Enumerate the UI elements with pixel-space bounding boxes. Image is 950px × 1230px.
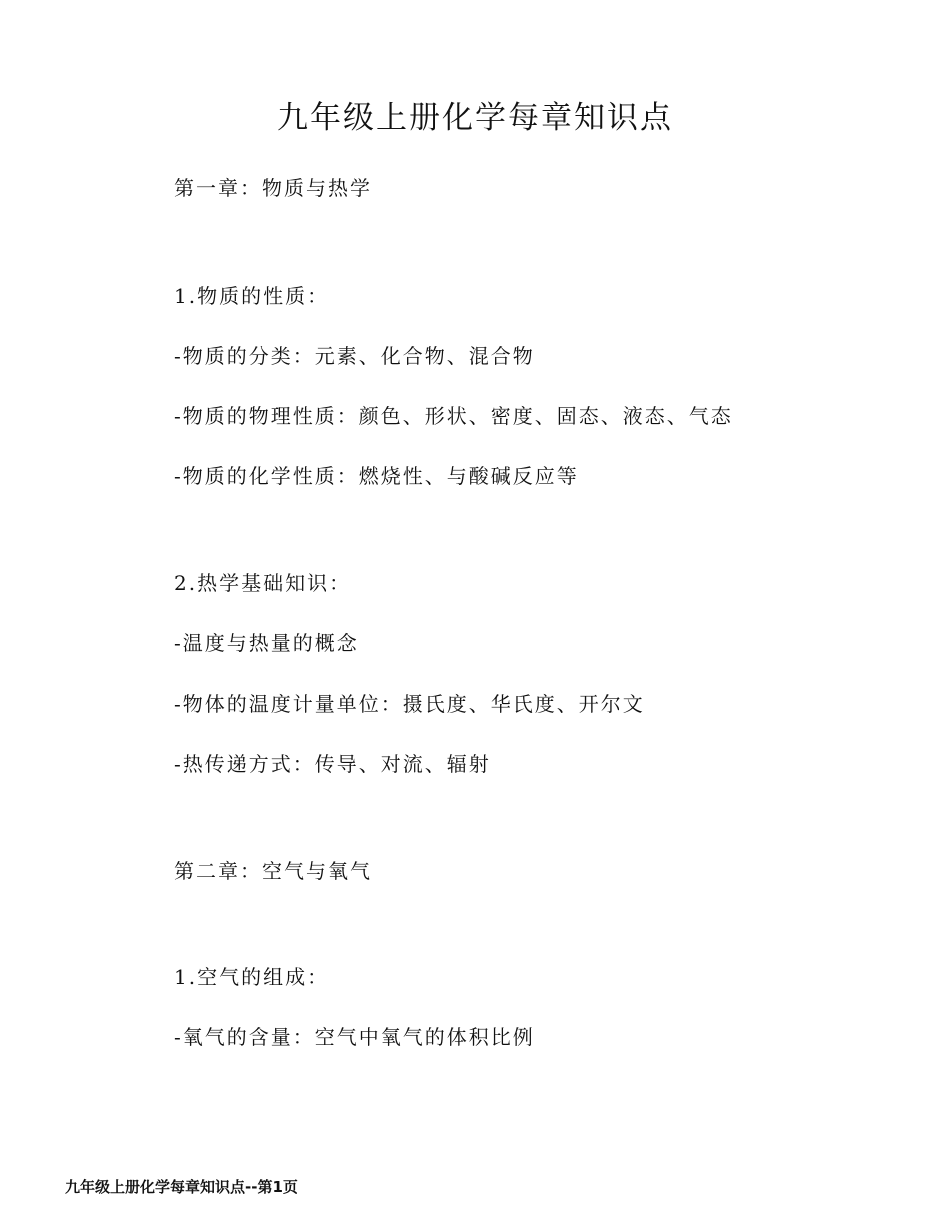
list-item: -物质的分类：元素、化合物、混合物 bbox=[174, 344, 535, 368]
chapter-2-heading: 第二章：空气与氧气 bbox=[174, 859, 372, 883]
list-item: -物质的物理性质：颜色、形状、密度、固态、液态、气态 bbox=[174, 404, 733, 428]
document-title: 九年级上册化学每章知识点 bbox=[277, 100, 673, 136]
list-item: -物体的温度计量单位：摄氏度、华氏度、开尔文 bbox=[174, 692, 645, 716]
list-item: -物质的化学性质：燃烧性、与酸碱反应等 bbox=[174, 464, 579, 488]
list-item: -热传递方式：传导、对流、辐射 bbox=[174, 752, 491, 776]
section-1-1-heading: 1.物质的性质： bbox=[174, 284, 330, 308]
chapter-1-heading: 第一章：物质与热学 bbox=[174, 176, 372, 200]
section-1-2-heading: 2.热学基础知识： bbox=[174, 571, 352, 595]
list-item: -氧气的含量：空气中氧气的体积比例 bbox=[174, 1025, 535, 1049]
list-item: -温度与热量的概念 bbox=[174, 631, 359, 655]
page-footer: 九年级上册化学每章知识点--第1页 bbox=[65, 1178, 298, 1196]
section-2-1-heading: 1.空气的组成： bbox=[174, 965, 330, 989]
